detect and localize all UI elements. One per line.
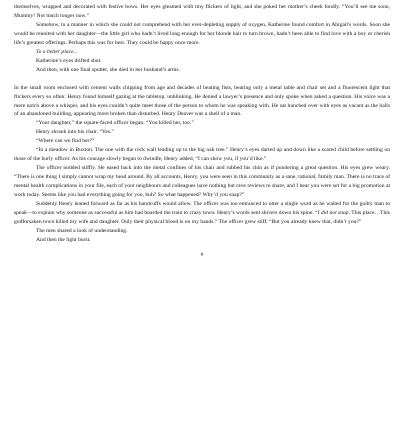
paragraph: “In a meadow in Buxton. The one with the rock wall leading up to the big oak tree.” Henry’s eyes darted up and down like a scared child before settling on those of the burly officer. As his courage slowly began to dwindle, Henry added, “I can show you, if you’d like.” — [14, 147, 390, 163]
paragraph: Katherine’s eyes drifted shut. — [36, 57, 102, 64]
paragraph: And then the light burst. — [36, 236, 91, 243]
paragraph: “Where can we find her?” — [36, 138, 95, 145]
section-break — [14, 75, 390, 84]
paragraph: themselves, wrapped and decorated with festive bows. Her eyes gleamed with tiny flickers of light, and she poked her mother’s cheek fondly. “You’ll see me soon, Mummy! Not much longer now.” — [14, 4, 390, 19]
page — [14, 3, 390, 260]
paragraph: Somehow, in a manner in which she could not comprehend with her ever-depleting supply of oxygen, Katherine found comfort in Abigail's words. Soon she would be reunited with her daughter—the little girl who hadn’t lived long enough for her blonde hair to turn brown, hadn’t been able to find love with a boy or cherish life’s greatest offerings. Perhaps this was for best. They could be happy once more. — [14, 21, 390, 46]
paragraph: Henry shrank into his chair. “Yes.” — [36, 129, 114, 136]
paragraph: The officer nodded stiffly. He eased back into the metal confines of his chair and rubbed his chin as if pondering a great question. His eyes grew weary. “There is one thing I simply cannot wrap my head around. By all accounts, Henry, you were seen in this community as a sane, rational, family man. There is no trace of mental health complications in your file, each of your neighbours and colleagues have nothing but rave reviews to share, and I hear you were set for a big promotion at work today. Seems like you had everything going for you, huh? So what happened? Why’d you snap?” — [14, 165, 390, 199]
paragraph: The men shared a look of understanding. — [36, 227, 128, 234]
italic-line: To a better place... — [36, 48, 78, 55]
paragraph: “Your daughter,” the square-faced officer began. “You killed her, too.” — [36, 120, 194, 127]
paragraph-text: Suddenly Henry leaned forward as far as his handcuffs would allow. The officer was too entranced to utter a single word as he waited for the guilty man to speak—to explain why someone as successful as him had boarded the train to crazy town. Henry’s words sent shivers down his spine. “ — [14, 201, 390, 216]
paragraph-text: . This place…This godforsaken town killed my wife and daughter. Only their physical blood is on my hands.” The officer grew stiff. “But you already knew that, didn’t you?” — [14, 209, 390, 225]
paragraph: In the small room enclosed with cement walls chipping from age and decades of beating fists, bearing only a metal table and chair set and a fluorescent light that flickers every so often: Henry found himself gazing at the tabletop, unblinking. He denied a lawyer’s presence and only spoke when asked a question. His voice was a mere notch above a whisper, and his eyes couldn’t quite meet those of the person to whom he was speaking with. He sat hunched over with eyes as vacant as the halls of an abandoned building, appearing more broken than disturbed. Henry Deaver was a shell of a man. — [14, 84, 390, 118]
paragraph: And then, with one final sputter, she died in her husband’s arms. — [36, 66, 180, 73]
end-mark: # — [200, 251, 204, 258]
paragraph — [14, 200, 390, 227]
italic-phrase: I did not snap — [317, 209, 349, 216]
